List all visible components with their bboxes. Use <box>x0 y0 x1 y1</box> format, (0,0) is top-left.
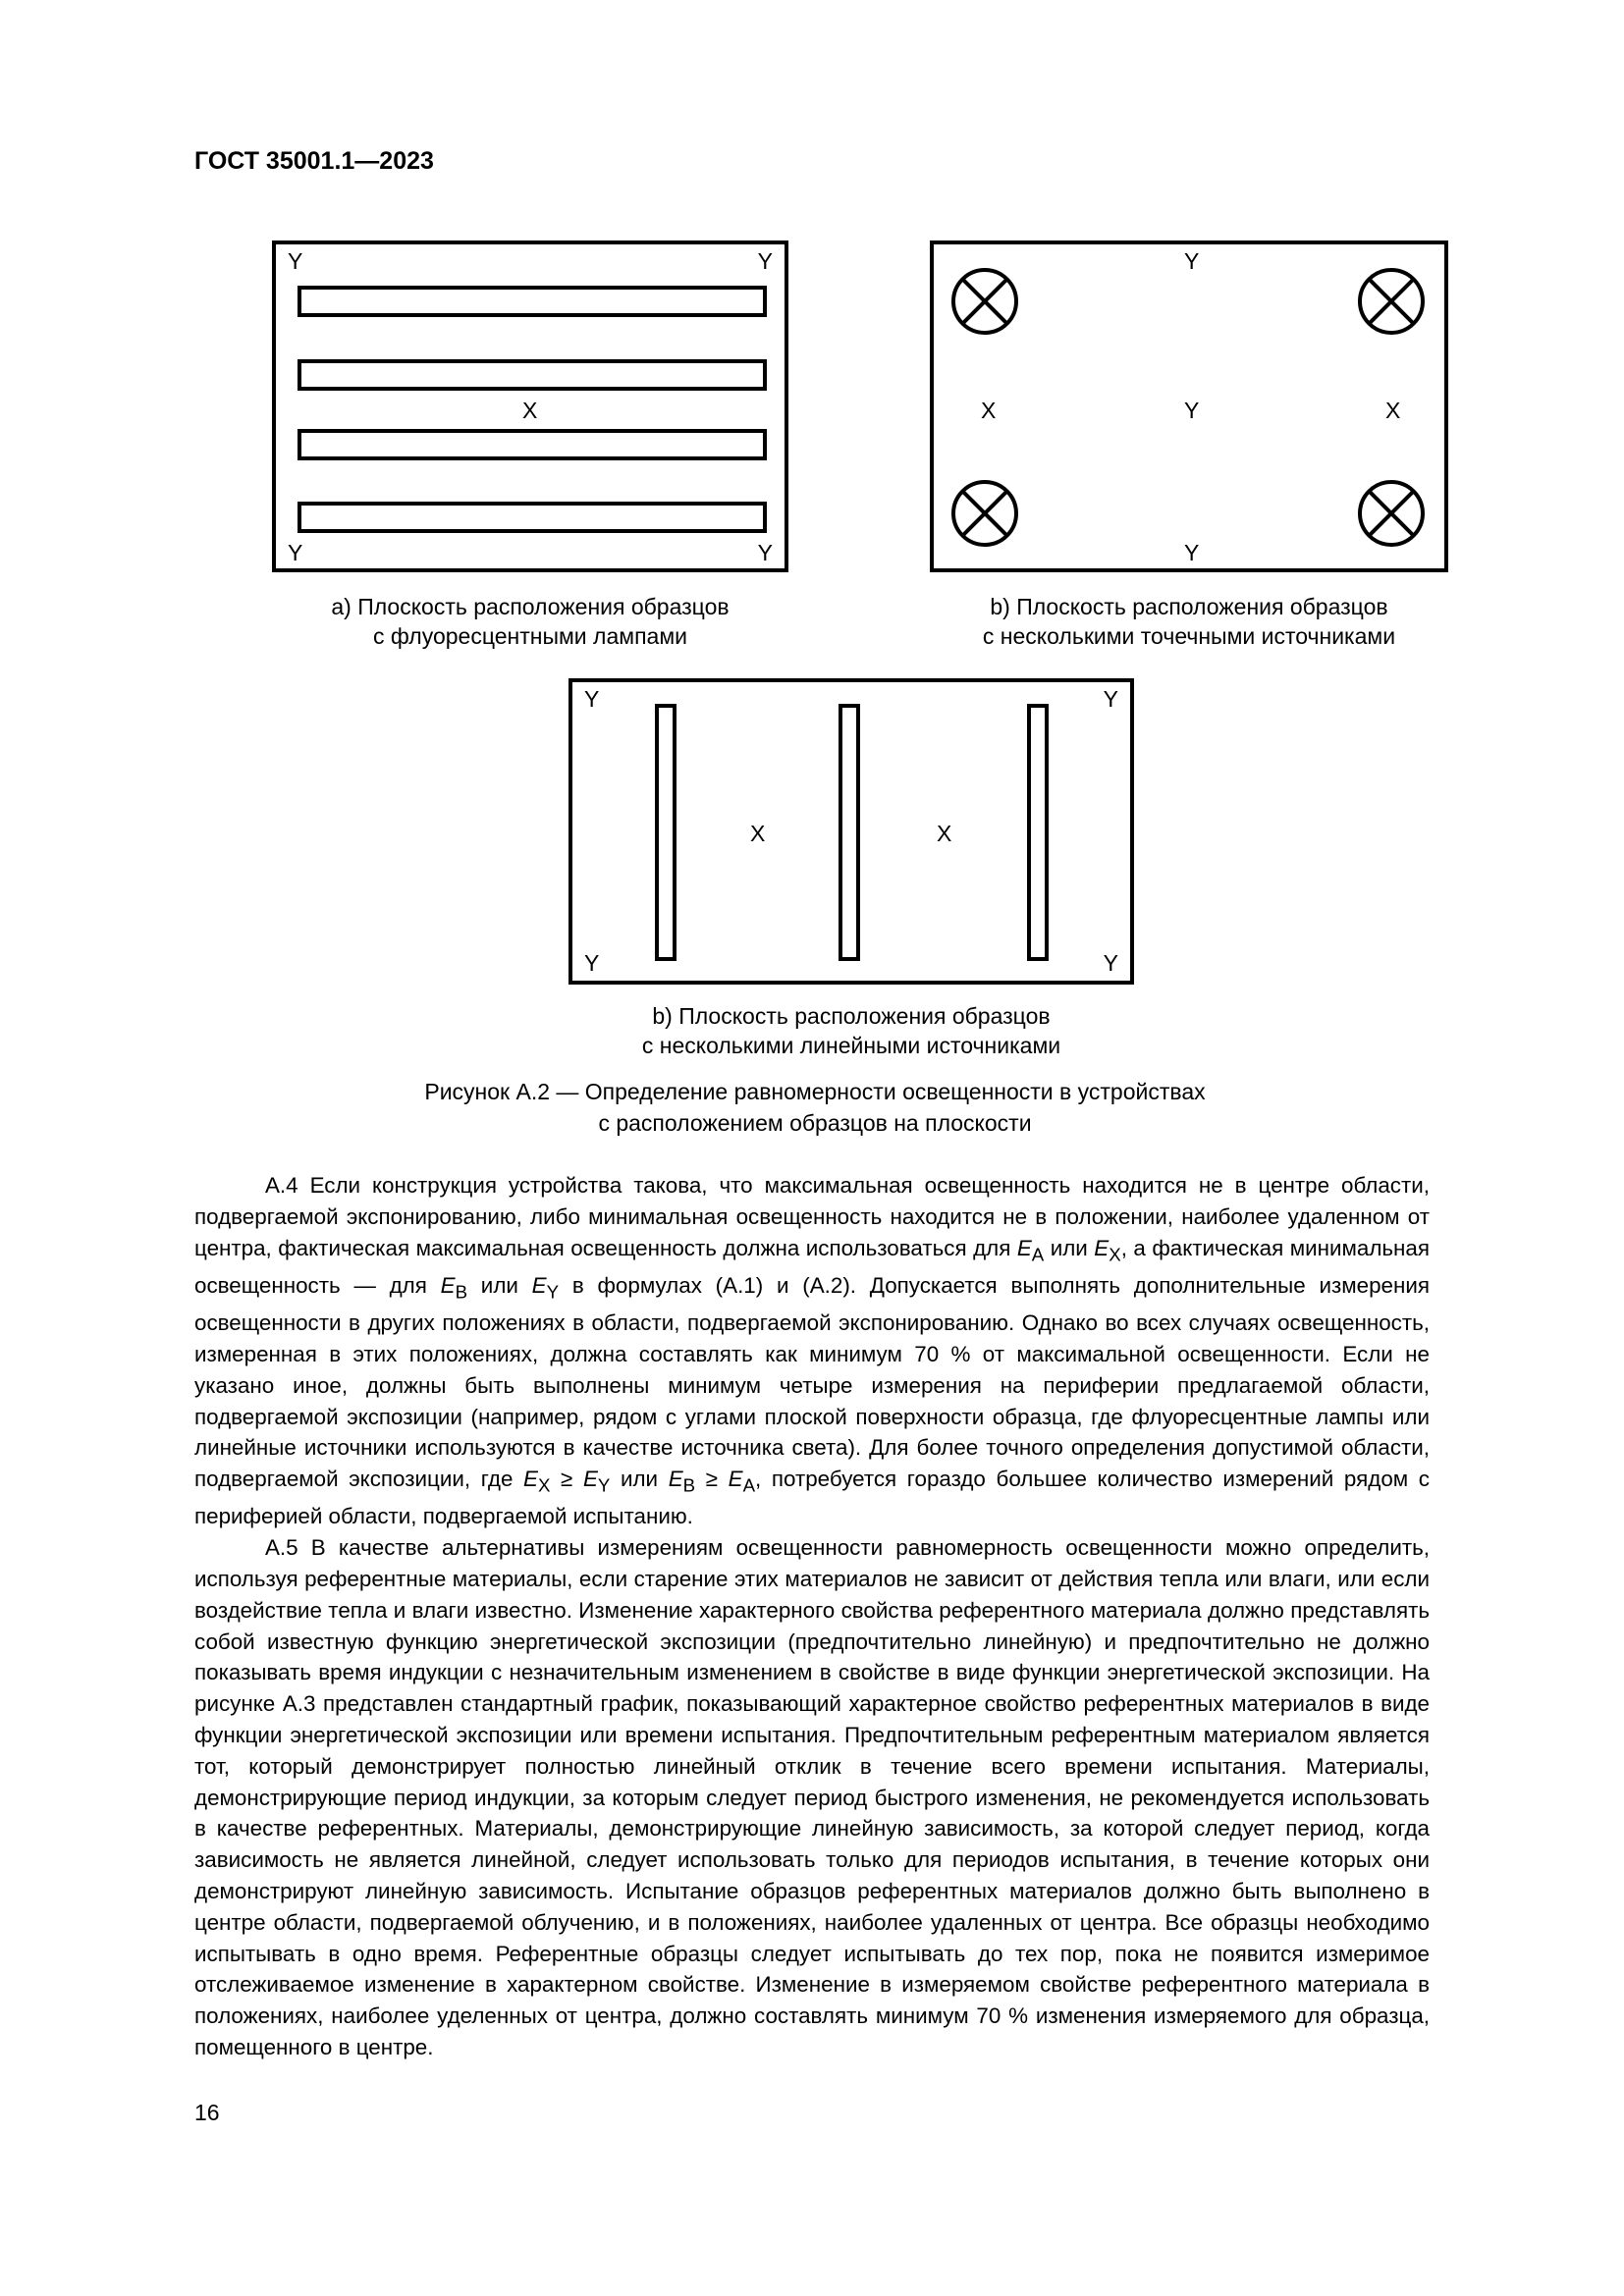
text-run: в формулах (А.1) и (А.2). Допускается выполнять дополнительные измерения освещенности в других положениях в области, подвергаемой экспонированию. Однако во всех случаях освещенность, измеренная в этих положениях, должна составлять как минимум 70 % от максимальной освещенности. Если не указано иное, должны быть выполнены минимум четыре измерения на периферии предлагаемой области, подвергаемой экспозиции (например, рядом с углами плоской поверхности образца, где флуоресцентные лампы или линейные источники используются в качестве источника света). Для более точного определения допустимой области, подвергаемой экспозиции, где <box>194 1272 1430 1492</box>
symbol-e: E <box>582 1467 598 1492</box>
label-y-top-left: Y <box>288 248 303 274</box>
panel-c-caption-line1: b) Плоскость расположения образцов <box>652 1003 1051 1029</box>
label-y-top-right: Y <box>1103 686 1118 712</box>
symbol-e: E <box>728 1467 743 1492</box>
fluorescent-lamp-1 <box>298 286 767 317</box>
point-lamp-icon-top-left <box>949 266 1020 337</box>
label-y-bottom-right: Y <box>1103 950 1118 976</box>
figure-panel-c <box>568 678 1134 985</box>
figure-panel-a <box>272 240 788 572</box>
symbol-e: E <box>1016 1235 1032 1260</box>
text-run: ≥ <box>550 1467 583 1492</box>
linear-lamp-2 <box>839 704 860 961</box>
label-y-bottom-left: Y <box>584 950 600 976</box>
label-x-right: X <box>1385 398 1401 423</box>
panel-c-caption <box>567 1001 1136 1060</box>
figure-panel-b <box>930 240 1448 572</box>
panel-a-caption <box>245 592 815 651</box>
symbol-e: E <box>440 1272 456 1298</box>
label-y-bottom: Y <box>1184 540 1200 565</box>
panel-b-caption-line2: с несколькими точечными источниками <box>982 623 1396 649</box>
label-y-top-right: Y <box>757 248 773 274</box>
subscript: X <box>537 1474 551 1496</box>
text-run: или <box>610 1467 669 1492</box>
label-y-bottom-left: Y <box>288 540 303 565</box>
label-x-left: X <box>750 821 766 846</box>
point-lamp-icon-bottom-right <box>1356 478 1427 549</box>
panel-a-caption-line2: с флуоресцентными лампами <box>373 623 687 649</box>
subscript: Y <box>546 1281 560 1303</box>
page-number: 16 <box>194 2100 220 2125</box>
subscript: A <box>1031 1244 1045 1265</box>
paragraph-a4 <box>194 1170 1430 1532</box>
subscript: X <box>1109 1244 1121 1265</box>
label-y-bottom-right: Y <box>757 540 773 565</box>
label-y-top: Y <box>1184 248 1200 274</box>
fluorescent-lamp-3 <box>298 429 767 460</box>
point-lamp-icon-bottom-left <box>949 478 1020 549</box>
text-run: или <box>467 1272 532 1298</box>
label-x-right: X <box>937 821 952 846</box>
panel-a-caption-line1: а) Плоскость расположения образцов <box>331 594 730 619</box>
label-x-center: X <box>522 398 538 423</box>
text-run: А.4 Если конструкция устройства такова, что максимальная освещенность находится не в центре области, подвергаемой экспонированию, либо минимальная освещенность находится не в положении, наиболее удаленном от центра, фактическая максимальная освещенность должна использоваться для <box>194 1173 1430 1260</box>
linear-lamp-1 <box>655 704 677 961</box>
text-run: , потребуется гораздо большее количество измерений рядом с периферией области, подвергаемой испытанию. <box>194 1467 1430 1529</box>
paragraph-a5: А.5 В качестве альтернативы измерениям освещенности равномерность освещенности можно определить, используя референтные материалы, если старение этих материалов не зависит от действия тепла или влаги, или если воздействие тепла и влаги известно. Изменение характерного свойства референтного материала должно представлять собой известную функцию энергетической экспозиции (предпочтительно линейную) и предпочтительно не должно показывать время индукции с незначительным изменением в свойстве в виде функции энергетической экспозиции. На рисунке А.3 представлен стандартный график, показывающий характерное свойство референтных материалов в виде функции энергетической экспозиции или времени испытания. Предпочтительным референтным материалом является тот, который демонстрирует полностью линейный отклик в течение всего времени испытания. Материалы, демонстрирующие период индукции, за которым следует период быстрого изменения, не рекомендуется использовать в качестве референтных. Материалы, демонстрирующие линейную зависимость, за которой следует период, когда зависимость не является линейной, следует использовать только для периодов испытания, в течение которых они демонстрируют линейную зависимость. Испытание образцов референтных материалов должно быть выполнено в центре области, подвергаемой облучению, и в положениях, наиболее удаленных от центра. Все образцы необходимо испытывать в одно время. Референтные образцы следует испытывать до тех пор, пока не появится измеримое отслеживаемое изменение в характерном свойстве. Изменение в измеряемом свойстве референтного материала в положениях, наиболее уделенных от центра, должно составлять минимум 70 % изменения измеряемого для образца, помещенного в центре. <box>194 1535 1430 2059</box>
label-y-center: Y <box>1184 398 1200 423</box>
fluorescent-lamp-4 <box>298 502 767 533</box>
panel-b-caption <box>904 592 1474 651</box>
label-x-left: X <box>981 398 997 423</box>
subscript: A <box>742 1474 756 1496</box>
panel-b-caption-line1: b) Плоскость расположения образцов <box>990 594 1388 619</box>
label-y-top-left: Y <box>584 686 600 712</box>
text-run: ≥ <box>695 1467 729 1492</box>
subscript: B <box>455 1281 468 1303</box>
figure-caption-line1: Рисунок А.2 — Определение равномерности освещенности в устройствах <box>424 1079 1206 1104</box>
subscript: B <box>682 1474 696 1496</box>
figure-caption <box>295 1076 1335 1139</box>
text-run: , а фактическая минимальная освещенность — для <box>194 1235 1430 1298</box>
symbol-e: E <box>523 1467 538 1492</box>
point-lamp-icon-top-right <box>1356 266 1427 337</box>
document-code: ГОСТ 35001.1—2023 <box>194 147 434 175</box>
fluorescent-lamp-2 <box>298 359 767 391</box>
figure-caption-line2: с расположением образцов на плоскости <box>598 1110 1032 1136</box>
panel-c-caption-line2: с несколькими линейными источниками <box>641 1033 1061 1058</box>
body-text <box>194 1170 1430 2063</box>
text-run: или <box>1044 1235 1095 1260</box>
symbol-e: E <box>531 1272 547 1298</box>
subscript: Y <box>597 1474 611 1496</box>
symbol-e: E <box>1094 1235 1110 1260</box>
linear-lamp-3 <box>1027 704 1049 961</box>
symbol-e: E <box>668 1467 683 1492</box>
